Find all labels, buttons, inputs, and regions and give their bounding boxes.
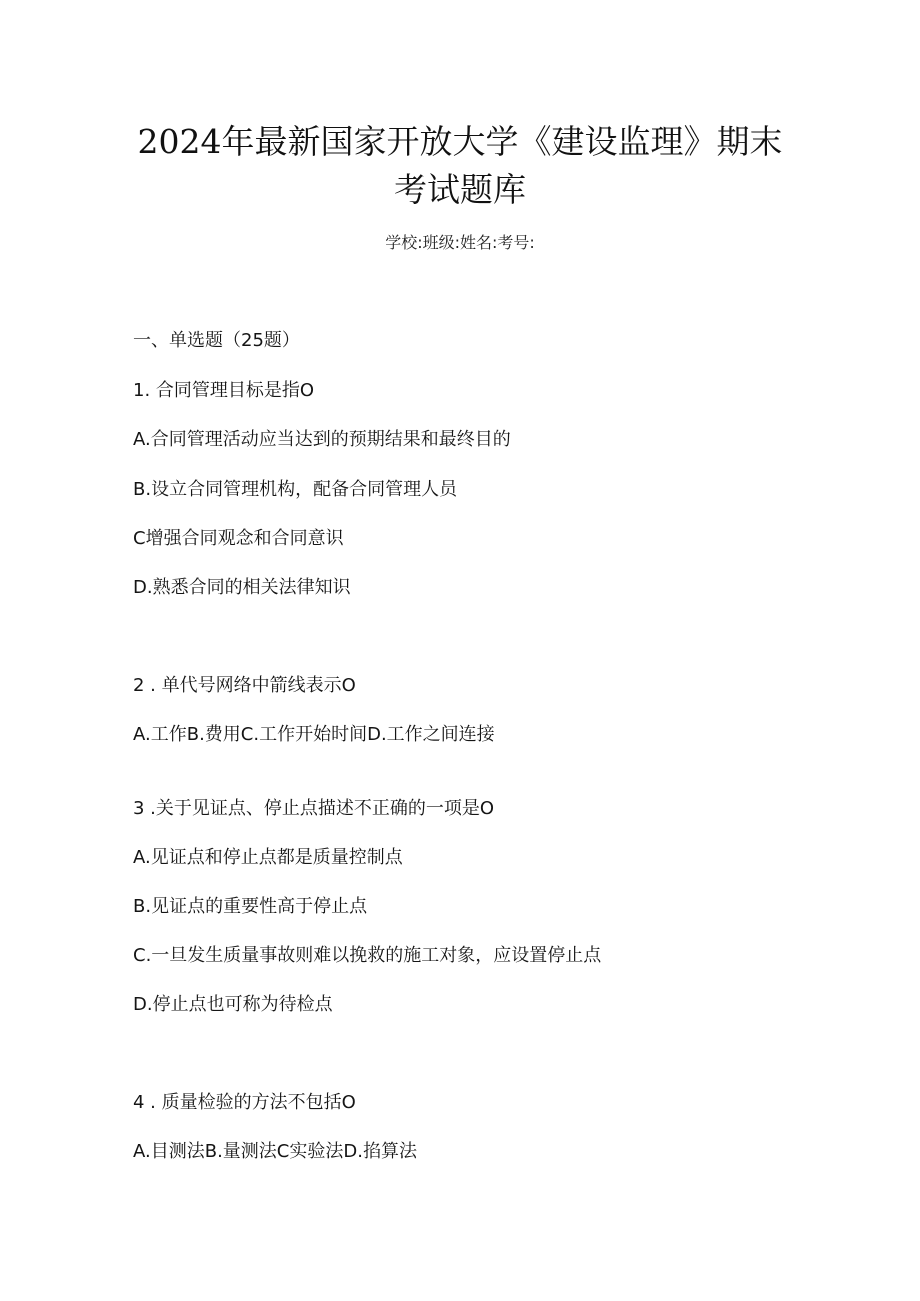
question-3-option-c: C.一旦发生质量事故则难以挽救的施工对象，应设置停止点: [133, 945, 602, 966]
student-info-line: [0, 232, 920, 254]
question-3-option-d: D.停止点也可称为待检点: [133, 994, 333, 1015]
question-3-option-a: A.见证点和停止点都是质量控制点: [133, 847, 403, 868]
question-4-options: A.目测法B.量测法C实验法D.掐算法: [133, 1141, 417, 1162]
question-1-option-b: B.设立合同管理机构，配备合同管理人员: [133, 479, 458, 500]
question-4-stem: 4 . 质量检验的方法不包括O: [133, 1092, 356, 1113]
question-1-stem: 1. 合同管理目标是指O: [133, 380, 315, 401]
question-1-option-c: C增强合同观念和合同意识: [133, 528, 344, 549]
question-1-option-a: A.合同管理活动应当达到的预期结果和最终目的: [133, 429, 511, 450]
document-title-line-2: 考试题库: [394, 170, 526, 209]
question-2-stem: 2 . 单代号网络中箭线表示O: [133, 675, 356, 696]
question-2-options: A.工作B.费用C.工作开始时间D.工作之间连接: [133, 724, 495, 745]
question-3-stem: 3 .关于见证点、停止点描述不正确的一项是O: [133, 798, 495, 819]
question-1-option-d: D.熟悉合同的相关法律知识: [133, 577, 351, 598]
question-3-option-b: B.见证点的重要性高于停止点: [133, 896, 368, 917]
student-info-text: 学校:班级:姓名:考号:: [385, 233, 535, 252]
section-heading: 一、单选题（25题）: [133, 330, 300, 351]
document-title-line-1: 2024年最新国家开放大学《建设监理》期末: [137, 122, 783, 161]
